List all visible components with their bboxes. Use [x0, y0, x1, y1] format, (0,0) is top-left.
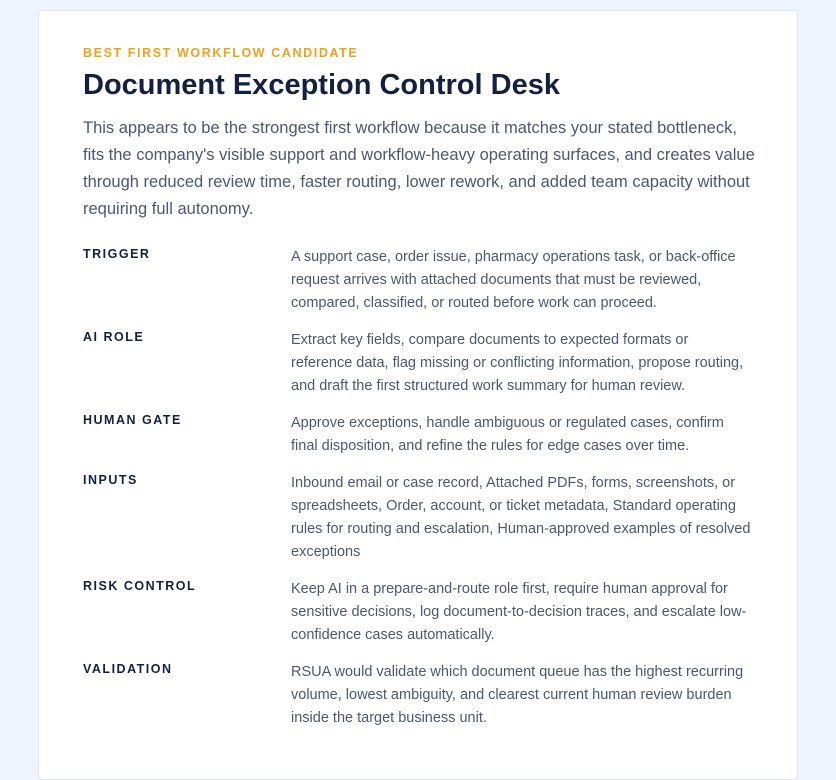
detail-value: Extract key fields, compare documents to expected formats or reference data, flag missing or conflicting information, propose routing, and draft the first structured work summary for human review. [291, 332, 744, 394]
detail-value: Keep AI in a prepare-and-route role first, require human approval for sensitive decisions, log document-to-decision traces, and escalate low-confidence cases automatically. [291, 581, 747, 643]
detail-value: Approve exceptions, handle ambiguous or regulated cases, confirm final disposition, and refine the rules for edge cases over time. [291, 415, 724, 454]
workflow-card [38, 10, 798, 780]
detail-label: AI ROLE [83, 330, 145, 344]
detail-label: VALIDATION [83, 662, 173, 676]
detail-row-ai-role [83, 329, 753, 398]
eyebrow-label: BEST FIRST WORKFLOW CANDIDATE [83, 46, 359, 60]
detail-row-human-gate [83, 412, 753, 458]
detail-label: HUMAN GATE [83, 413, 182, 427]
detail-value: A support case, order issue, pharmacy operations task, or back-office request arrives with attached documents that must be reviewed, compared, classified, or routed before work can proceed. [291, 249, 736, 311]
detail-row-trigger [83, 246, 753, 315]
detail-value: RSUA would validate which document queue has the highest recurring volume, lowest ambiguity, and clearest current human review burden inside the target business unit. [291, 664, 744, 726]
detail-label: TRIGGER [83, 247, 151, 261]
detail-label: RISK CONTROL [83, 579, 197, 593]
detail-label: INPUTS [83, 473, 138, 487]
detail-value: Inbound email or case record, Attached PDFs, forms, screenshots, or spreadsheets, Order, account, or ticket metadata, Standard operating rules for routing and escalation, Human-approved examples of resolved exceptions [291, 475, 751, 560]
detail-row-inputs [83, 472, 753, 564]
detail-row-validation [83, 661, 753, 730]
page-title: Document Exception Control Desk [83, 69, 560, 101]
detail-row-risk-control [83, 578, 753, 647]
detail-list [83, 246, 753, 730]
intro-paragraph: This appears to be the strongest first workflow because it matches your stated bottleneck, fits the company's visible support and workflow-heavy operating surfaces, and creates value through reduced review time, faster routing, lower rework, and added team capacity without requiring full autonomy. [83, 119, 755, 218]
